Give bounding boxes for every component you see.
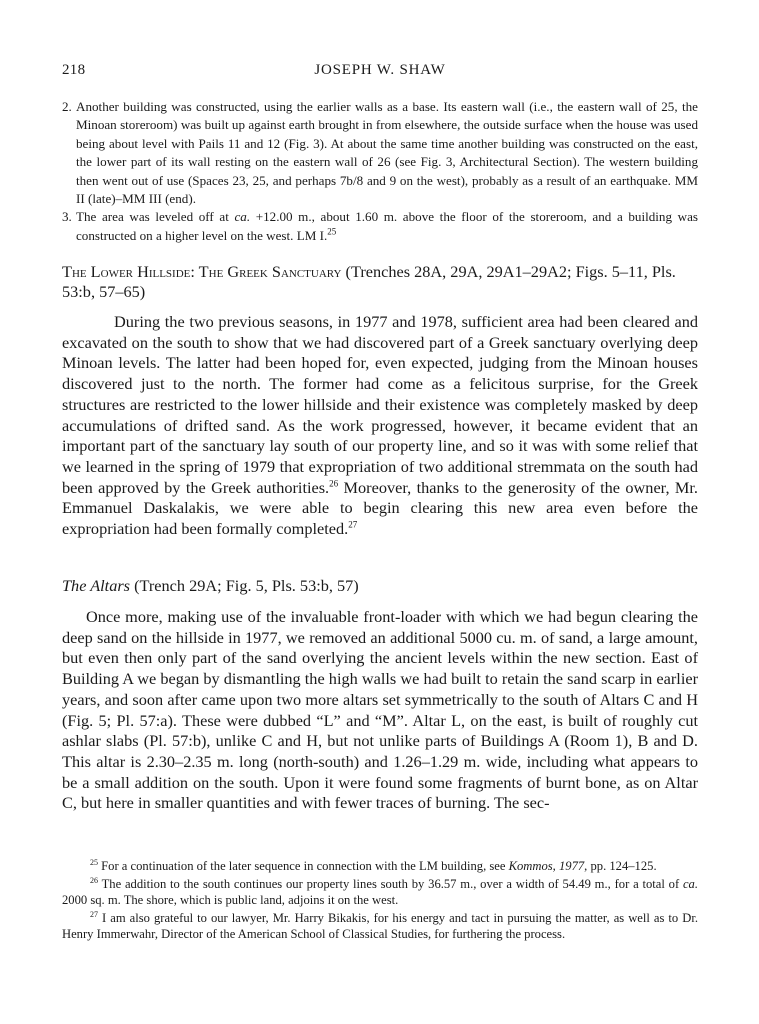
footnote-citation: Kommos, 1977 — [508, 859, 585, 873]
footnote-italic: ca. — [682, 876, 698, 891]
page-number: 218 — [62, 62, 86, 78]
footnote-text: I am also grateful to our lawyer, Mr. Harry Bikakis, for his energy and tact in pursuing the matter, as well as to Dr. Henry Immerwahr, Director of the American School of Classical Studies, for furthering the process. — [62, 910, 698, 941]
footnote — [62, 910, 698, 943]
running-head-author: JOSEPH W. SHAW — [314, 62, 446, 78]
footnotes — [62, 858, 698, 944]
subsection-heading — [62, 576, 698, 596]
section-title: The Lower Hillside: The Greek Sanctuary — [62, 262, 342, 281]
footnote — [62, 858, 698, 875]
footnote-ref[interactable]: 27 — [348, 519, 358, 530]
footnote-number: 27 — [90, 909, 98, 919]
phase-text: Another building was constructed, using the earlier walls as a base. Its eastern wall (i.e., the eastern wall of 25, the Minoan storeroom) was built up against earth brought in from elsewhere, the outside surface when the house was used being about level with Pails 11 and 12 (Fig. 3). At about the same time another building was constructed on the east, the lower part of its wall resting on the eastern wall of 26 (see Fig. 3, Architectural Section). The western building then went out of use (Spaces 23, 25, and perhaps 7b/8 and 9 on the west), probably as a result of an earthquake. MM II (late)–MM III (end). — [76, 99, 698, 207]
body-paragraph — [62, 312, 698, 540]
phase-text: The area was leveled off at — [76, 209, 235, 225]
phase-list — [62, 98, 698, 245]
footnote-text: , pp. 124–125. — [584, 859, 657, 873]
body-paragraph — [62, 607, 698, 814]
phase-number: 3. — [62, 209, 72, 225]
paragraph-text: During the two previous seasons, in 1977 and 1978, sufficient area had been cleared and excavated on the south to show that we had discovered part of a Greek sanctuary overlying deep Minoan levels. The latter had been hoped for, even expected, judging from the Minoan houses discovered just to the north. The former had come as a felicitous surprise, for the Greek structures are restricted to the lower hillside and their existence was completely masked by deep accumulations of drifted sand. As the work progressed, however, it became evident that an important part of the sanctuary lay south of our property line, and so it was with some relief that we learned in the spring of 1979 that expropriation of two additional stremmata on the south had been approved by the Greek authorities. — [62, 312, 698, 497]
subsection-refs: (Trench 29A; Fig. 5, Pls. 53:b, 57) — [130, 576, 359, 595]
footnote-ref[interactable]: 25 — [327, 226, 337, 237]
phase-text: +12.00 m., about 1.60 m. above the floor of the storeroom, and a building was constructed on a higher level on the west. LM I. — [76, 209, 698, 243]
footnote-text: 2000 sq. m. The shore, which is public land, adjoins it on the west. — [62, 893, 399, 907]
section-heading — [62, 262, 698, 302]
subsection-title: The Altars — [62, 576, 131, 595]
footnote-ref[interactable]: 26 — [329, 478, 339, 489]
footnote-number: 26 — [90, 875, 98, 885]
paragraph-text: Moreover, thanks to the generosity of the owner, Mr. Emmanuel Daskalakis, we were able to begin clearing this new area even before the expropriation had been formally completed. — [62, 477, 699, 539]
section-refs: (Trenches 28A, 29A, 29A1–29A2; Figs. 5–11, Pls. 53:b, 57–65) — [62, 262, 676, 301]
paragraph-text: Once more, making use of the invaluable front-loader with which we had begun clearing the deep sand on the hillside in 1977, we removed an additional 5000 cu. m. of sand, a large amount, but even then only part of the sand overlying the ancient levels within the new section. East of Building A we began by dismantling the high walls we had built to retain the sand scarp in earlier years, and soon after came upon two more altars set symmetrically to the south of Altars C and H (Fig. 5; Pl. 57:a). These were dubbed “L” and “M”. Altar L, on the east, is built of roughly cut ashlar slabs (Pl. 57:b), unlike C and H, but not unlike parts of Buildings A (Room 1), B and D. This altar is 2.30–2.35 m. long (north-south) and 1.26–1.29 m. wide, including what appears to be a small addition on the south. Upon it were found some fragments of burnt bone, as on Altar C, but here in smaller quantities and with fewer traces of burning. The sec- — [62, 607, 698, 813]
footnote-number: 25 — [90, 857, 98, 867]
phase-number: 2. — [62, 99, 72, 114]
footnote — [62, 876, 698, 909]
running-header — [62, 62, 698, 86]
phase-item — [62, 208, 698, 245]
footnote-text: For a continuation of the later sequence in connection with the LM building, see — [98, 859, 509, 873]
phase-text-italic: ca. — [234, 209, 251, 225]
phase-item — [62, 98, 698, 208]
footnote-text: The addition to the south continues our property lines south by 36.57 m., over a width of 54.49 m., for a total of — [98, 876, 683, 891]
